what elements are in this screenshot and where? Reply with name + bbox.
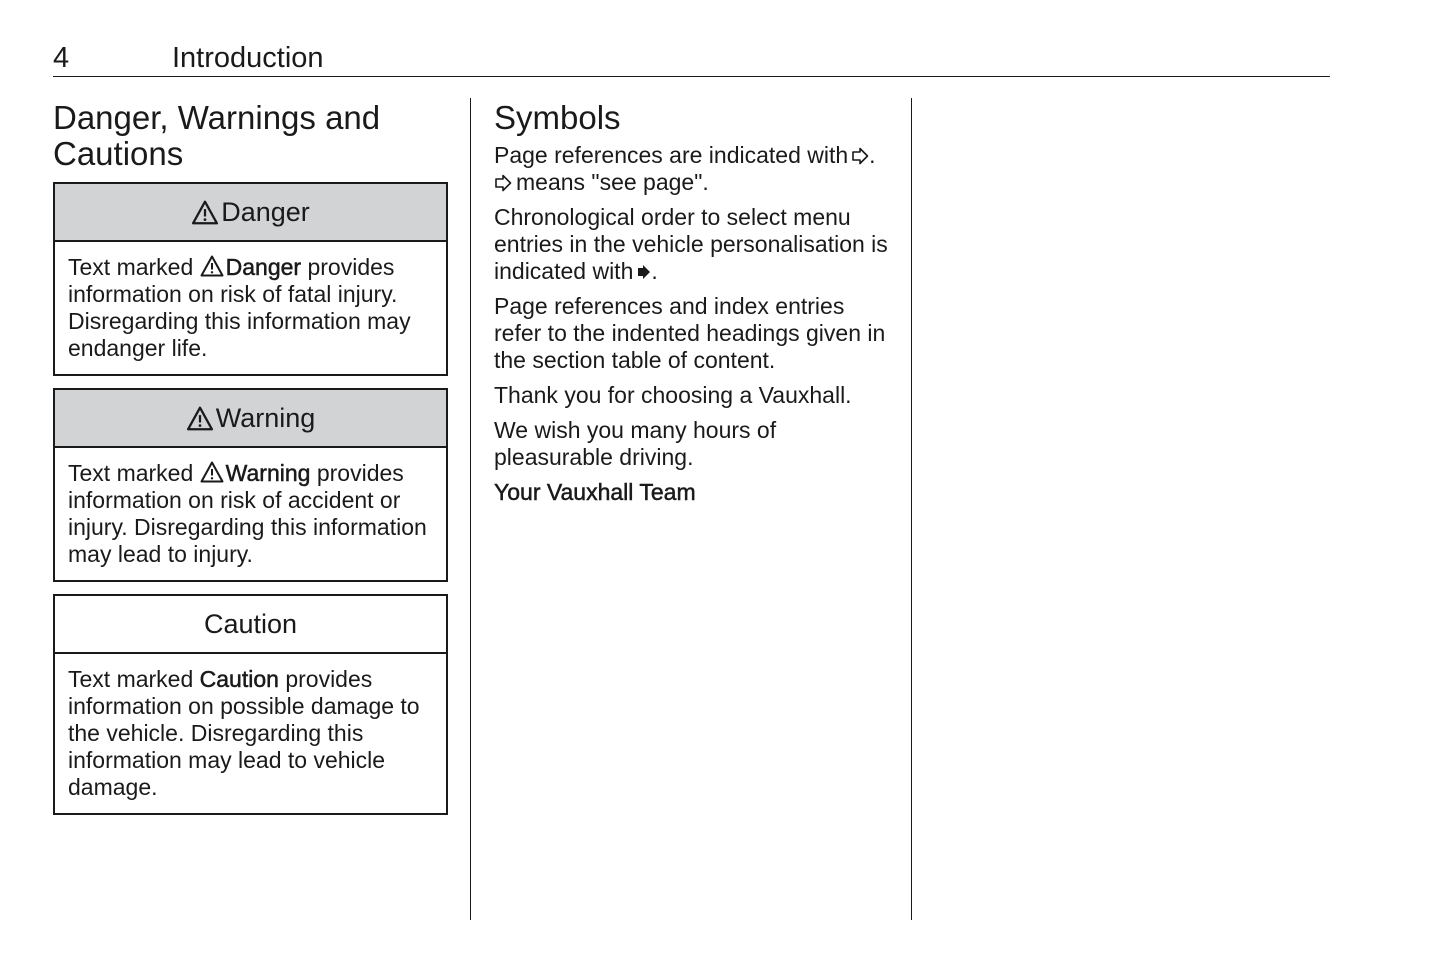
danger-box-text: Text marked Danger provides information on risk of fatal injury. Disregarding this information may endanger life. [68,254,411,361]
symbols-column [494,100,894,514]
page-header [53,40,1330,77]
section-title: Danger, Warnings and Cautions [53,99,381,172]
symbols-paragraph-3: Page references and index entries refer to the indented headings given in the section table of content. [494,293,886,373]
warning-triangle-icon [200,461,224,483]
warning-box-text: Text marked Warning provides information on risk of accident or injury. Disregarding this information may lead to injury. [68,460,427,567]
column-divider [911,98,912,920]
warning-triangle-icon [191,200,219,225]
warning-box-heading: Warning [55,390,446,448]
symbols-paragraph-2: Chronological order to select menu entries in the vehicle personalisation is indicated with . [494,204,888,284]
signoff: Your Vauxhall Team [494,479,696,505]
menu-order-arrow-icon [637,264,651,280]
caution-box-heading: Caution [55,596,446,654]
symbols-paragraph-1: Page references are indicated with . means "see page". [494,142,876,195]
caution-box [53,594,448,815]
symbols-paragraph-4: Thank you for choosing a Vauxhall. [494,382,852,408]
warning-box [53,388,448,582]
page-number: 4 [53,42,70,74]
caution-box-text: Text marked Caution provides information on possible damage to the vehicle. Disregarding this information may lead to vehicle damage. [68,666,420,800]
danger-box-heading: Danger [55,184,446,242]
warning-triangle-icon [200,255,224,277]
chapter-title: Introduction [172,42,324,74]
symbols-paragraph-5: We wish you many hours of pleasurable driving. [494,417,777,470]
page-reference-icon [494,174,512,192]
page-reference-icon [851,147,869,165]
column-divider [470,98,471,920]
danger-box [53,182,448,376]
left-column [53,100,448,827]
warning-triangle-icon [186,406,214,431]
symbols-title: Symbols [494,99,621,136]
